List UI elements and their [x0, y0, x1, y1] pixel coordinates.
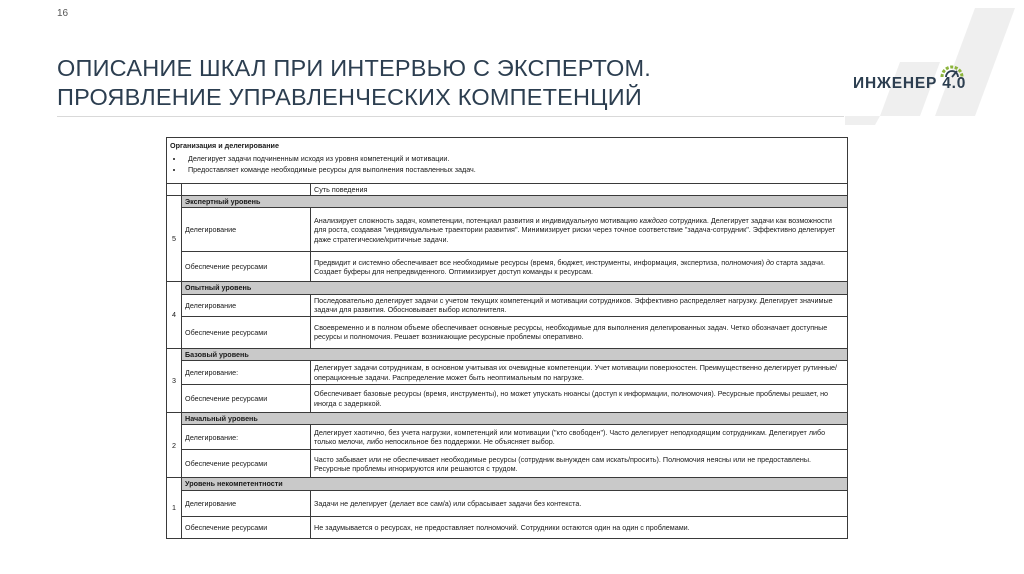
competency-description-cell [167, 138, 848, 184]
level-name: Уровень некомпетентности [182, 478, 848, 490]
logo-text: ИНЖЕНЕР 4.0 [853, 75, 967, 92]
competency-title: Организация и делегирование [170, 141, 279, 150]
level-name: Начальный уровень [182, 413, 848, 425]
level-name: Экспертный уровень [182, 196, 848, 208]
criterion-description: Своевременно и в полном объеме обеспечивает основные ресурсы, необходимые для выполнения делегированных задач. Четко обозначает доступные ресурсы и полномочия. Решает возникающие ресурсные проблемы оперативно. [311, 316, 848, 348]
criterion-label: Делегирование [182, 490, 311, 516]
criterion-description: Предвидит и системно обеспечивает все необходимые ресурсы (время, бюджет, инструменты, информация, экспертиза, полномочия) до старта задачи. Создает буферы для непредвиденного. Оптимизирует доступ команды к ресурсам. [311, 252, 848, 282]
criterion-label: Обеспечение ресурсами [182, 450, 311, 478]
header-empty-cell [182, 183, 311, 195]
slide-title-line-1: ОПИСАНИЕ ШКАЛ ПРИ ИНТЕРВЬЮ С ЭКСПЕРТОМ. [57, 55, 651, 81]
level-number: 3 [167, 348, 182, 412]
criterion-label: Обеспечение ресурсами [182, 316, 311, 348]
criterion-label: Делегирование [182, 208, 311, 252]
level-number: 2 [167, 413, 182, 478]
criterion-label: Обеспечение ресурсами [182, 252, 311, 282]
level-number: 5 [167, 196, 182, 282]
slide-number: 16 [57, 8, 69, 19]
criterion-description: Анализирует сложность задач, компетенции, потенциал развития и индивидуальную мотивацию каждого сотрудника. Делегирует задачи как возможности для роста, создавая "индивидуальные траектории развития". Минимизирует риски через точное соответствие "задача-сотрудник". Эффективно делегирует даже стратегические/критичные задачи. [311, 208, 848, 252]
criterion-label: Делегирование: [182, 361, 311, 385]
competency-bullet-list [184, 154, 844, 174]
slide-title [57, 54, 757, 112]
criterion-description: Делегирует задачи сотрудникам, в основном учитывая их очевидные компетенции. Учет мотивации поверхностен. Преимущественно делегирует рутинные/операционные задачи. Распределение может быть неоптимальным по нагрузке. [311, 361, 848, 385]
level-name: Базовый уровень [182, 348, 848, 360]
gear-speedometer-icon [937, 60, 967, 82]
competency-bullet: • Делегирует задачи подчиненным исходя из уровня компетенций и мотивации. [184, 154, 844, 163]
header-empty-cell [167, 183, 182, 195]
criterion-label: Обеспечение ресурсами [182, 385, 311, 413]
essence-header: Суть поведения [311, 183, 848, 195]
criterion-description: Не задумывается о ресурсах, не предоставляет полномочий. Сотрудники остаются один на один с проблемами. [311, 516, 848, 538]
criterion-description: Делегирует хаотично, без учета нагрузки, компетенций или мотивации ("кто свободен"). Часто делегирует неподходящим сотрудникам. Делегирует либо только мелочи, либо непосильное без поддержки. Не объясняет выбор. [311, 425, 848, 450]
slide-title-line-2: ПРОЯВЛЕНИЕ УПРАВЛЕНЧЕСКИХ КОМПЕТЕНЦИЙ [57, 84, 642, 110]
criterion-label: Делегирование [182, 294, 311, 316]
competency-scale-table [166, 137, 847, 535]
level-number: 4 [167, 282, 182, 348]
criterion-description: Задачи не делегирует (делает все сам/а) или сбрасывает задачи без контекста. [311, 490, 848, 516]
criterion-label: Обеспечение ресурсами [182, 516, 311, 538]
criterion-label: Делегирование: [182, 425, 311, 450]
competency-bullet: • Предоставляет команде необходимые ресурсы для выполнения поставленных задач. [184, 165, 844, 174]
level-name: Опытный уровень [182, 282, 848, 294]
level-number: 1 [167, 478, 182, 538]
criterion-description: Обеспечивает базовые ресурсы (время, инструменты), но может упускать нюансы (доступ к информации, полномочия). Ресурсные проблемы решает, но иногда с задержкой. [311, 385, 848, 413]
title-divider [57, 116, 844, 117]
logo-stripes-decoration [845, 0, 1024, 125]
criterion-description: Последовательно делегирует задачи с учетом текущих компетенций и мотивации сотрудников. Эффективно распределяет нагрузку. Делегирует значимые задачи для развития. Обосновывает выбор исполнителя. [311, 294, 848, 316]
criterion-description: Часто забывает или не обеспечивает необходимые ресурсы (сотрудник вынужден сам искать/просить). Полномочия неясны или не предоставлены. Ресурсные проблемы игнорируются или решаются с трудом. [311, 450, 848, 478]
